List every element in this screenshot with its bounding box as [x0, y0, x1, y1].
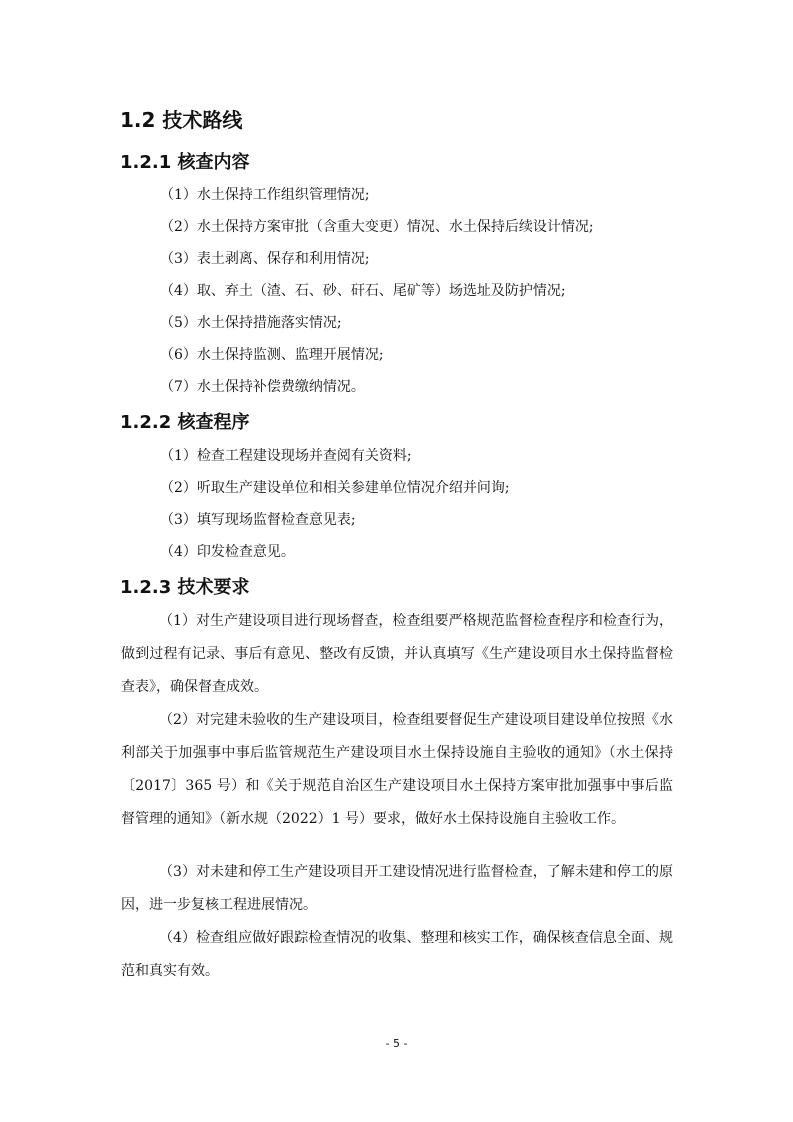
list-item: （2）听取生产建设单位和相关参建单位情况介绍并问询;: [160, 480, 510, 496]
paragraph: （4）检查组应做好跟踪检查情况的收集、整理和核实工作，确保核查信息全面、规范和真实有效。: [121, 930, 673, 979]
list-item: （2）水土保持方案审批（含重大变更）情况、水土保持后续设计情况;: [160, 219, 594, 235]
list-item: （1）水土保持工作组织管理情况;: [160, 187, 370, 203]
paragraph: （2）对完建未验收的生产建设项目，检查组要督促生产建设项目建设单位按照《水利部关于加强事中事后监管规范生产建设项目水土保持设施自主验收的通知》（水土保持〔2017〕365 号）和《关于规范自治区生产建设项目水土保持方案审批加强事中事后监督管理的通知》（新水规（2022）1 号）要求，做好水土保持设施自主验收工作。: [121, 712, 673, 827]
section-title: 1.2 技术路线: [120, 108, 243, 132]
list-item: （5）水土保持措施落实情况;: [160, 315, 342, 331]
heading-technical-requirements: 1.2.3 技术要求: [120, 577, 250, 598]
heading-check-procedure: 1.2.2 核查程序: [120, 412, 250, 433]
list-item: （4）印发检查意见。: [160, 544, 295, 560]
page-number: - 5 -: [385, 1037, 408, 1050]
list-item: （7）水土保持补偿费缴纳情况。: [160, 379, 365, 395]
paragraph: （1）对生产建设项目进行现场督查，检查组要严格规范监督检查程序和检查行为，做到过程有记录、事后有意见、整改有反馈，并认真填写《生产建设项目水土保持监督检查表》，确保督查成效。: [121, 613, 673, 695]
list-item: （6）水土保持监测、监理开展情况;: [160, 347, 384, 363]
list-item: （1）检查工程建设现场并查阅有关资料;: [160, 448, 412, 464]
paragraph: （3）对未建和停工生产建设项目开工建设情况进行监督检查，了解未建和停工的原因，进一步复核工程进展情况。: [121, 864, 673, 913]
heading-check-content: 1.2.1 核查内容: [120, 152, 250, 173]
list-item: （3）填写现场监督检查意见表;: [160, 512, 356, 528]
list-item: （4）取、弃土（渣、石、砂、矸石、尾矿等）场选址及防护情况;: [160, 283, 566, 299]
list-item: （3）表土剥离、保存和利用情况;: [160, 251, 370, 267]
